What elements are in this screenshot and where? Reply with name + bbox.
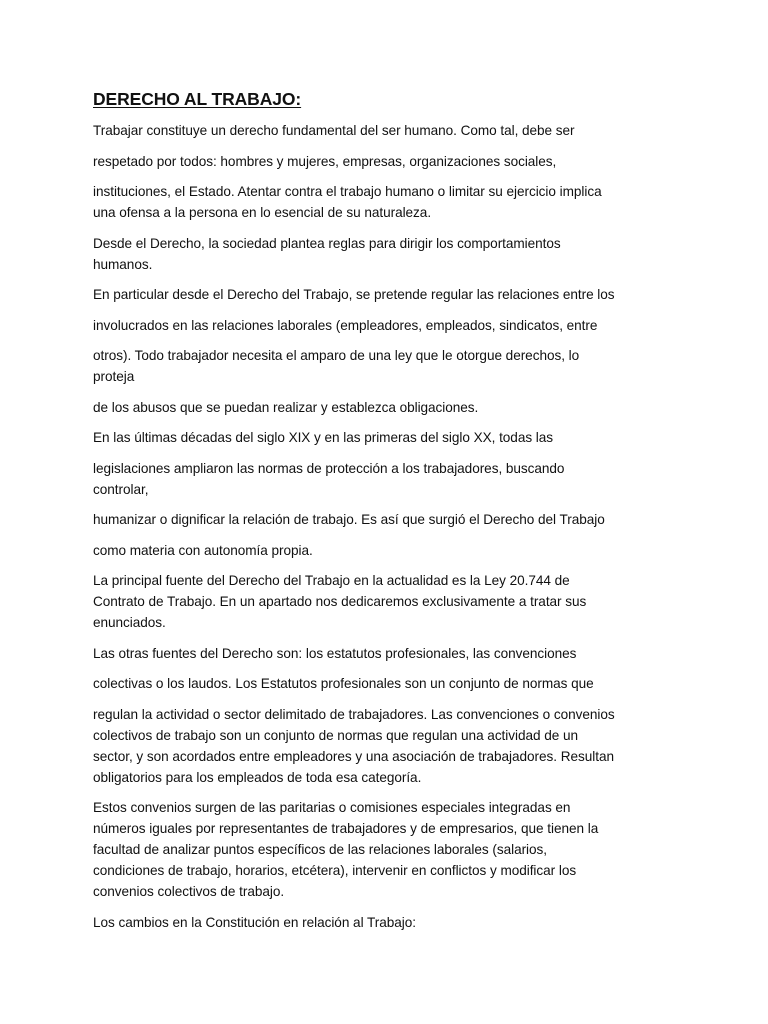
paragraph-line: como materia con autonomía propia. — [93, 542, 313, 558]
paragraph-line: Estos convenios surgen de las paritarias o comisiones especiales integradas en — [93, 800, 571, 815]
paragraph-line: colectivas o los laudos. Los Estatutos profesionales son un conjunto de normas que — [93, 676, 594, 691]
paragraph — [93, 427, 683, 448]
paragraph — [93, 540, 683, 561]
paragraph-line: Los cambios en la Constitución en relación al Trabajo: — [93, 914, 416, 930]
paragraph-line: humanizar o dignificar la relación de trabajo. Es así que surgió el Derecho del Trabajo — [93, 512, 605, 527]
paragraph-line: En las últimas décadas del siglo XIX y en las primeras del siglo XX, todas las — [93, 430, 554, 445]
paragraph-line: controlar, — [93, 481, 149, 497]
paragraph — [93, 643, 683, 664]
paragraph-line: convenios colectivos de trabajo. — [93, 884, 285, 899]
paragraph-line: de los abusos que se puedan realizar y establezca obligaciones. — [93, 399, 479, 415]
paragraph-line: respetado por todos: hombres y mujeres, empresas, organizaciones sociales, — [93, 153, 557, 169]
paragraph — [93, 704, 683, 788]
paragraph-line: proteja — [93, 369, 135, 384]
paragraph-line: involucrados en las relaciones laborales (empleadores, empleados, sindicatos, entre — [93, 317, 598, 333]
paragraph-line: Contrato de Trabajo. En un apartado nos dedicaremos exclusivamente a tratar sus — [93, 594, 587, 609]
paragraph-line: enunciados. — [93, 615, 166, 630]
paragraph-line: La principal fuente del Derecho del Trabajo en la actualidad es la Ley 20.744 de — [93, 573, 570, 588]
paragraph-line: Desde el Derecho, la sociedad plantea reglas para dirigir los comportamientos — [93, 235, 561, 251]
paragraph-line: humanos. — [93, 256, 153, 272]
paragraph-line: otros). Todo trabajador necesita el amparo de una ley que le otorgue derechos, lo — [93, 348, 580, 363]
paragraph — [93, 233, 683, 275]
paragraph-line: una ofensa a la persona en lo esencial de su naturaleza. — [93, 205, 432, 220]
paragraph-line: En particular desde el Derecho del Trabajo, se pretende regular las relaciones entre los — [93, 287, 615, 302]
paragraph — [93, 912, 683, 933]
document-page — [93, 88, 683, 942]
paragraph — [93, 673, 683, 694]
document-title: DERECHO AL TRABAJO: — [93, 89, 302, 109]
paragraph-line: facultad de analizar puntos específicos de las relaciones laborales (salarios, — [93, 842, 548, 857]
paragraph-line: colectivos de trabajo son un conjunto de normas que regulan una actividad de un — [93, 727, 579, 743]
paragraph-line: sector, y son acordados entre empleadores y una asociación de trabajadores. Resultan — [93, 748, 614, 764]
paragraph — [93, 345, 683, 387]
paragraph-line: números iguales por representantes de trabajadores y de empresarios, que tienen la — [93, 821, 599, 836]
paragraph — [93, 151, 683, 172]
paragraph-line: legislaciones ampliaron las normas de protección a los trabajadores, buscando — [93, 460, 565, 476]
paragraph-line: Trabajar constituye un derecho fundamental del ser humano. Como tal, debe ser — [93, 123, 575, 138]
paragraph — [93, 120, 683, 141]
paragraph-line: instituciones, el Estado. Atentar contra el trabajo humano o limitar su ejercicio implica — [93, 184, 602, 199]
paragraph-line: regulan la actividad o sector delimitado de trabajadores. Las convenciones o convenios — [93, 706, 615, 722]
paragraph — [93, 570, 683, 633]
paragraph — [93, 458, 683, 500]
paragraph-line: obligatorios para los empleados de toda esa categoría. — [93, 769, 422, 785]
paragraph — [93, 509, 683, 530]
paragraph — [93, 797, 683, 902]
paragraph — [93, 315, 683, 336]
paragraph — [93, 397, 683, 418]
document-body — [93, 120, 683, 933]
paragraph-line: condiciones de trabajo, horarios, etcétera), intervenir en conflictos y modificar los — [93, 863, 577, 878]
paragraph — [93, 181, 683, 223]
paragraph-line: Las otras fuentes del Derecho son: los estatutos profesionales, las convenciones — [93, 645, 577, 661]
paragraph — [93, 284, 683, 305]
